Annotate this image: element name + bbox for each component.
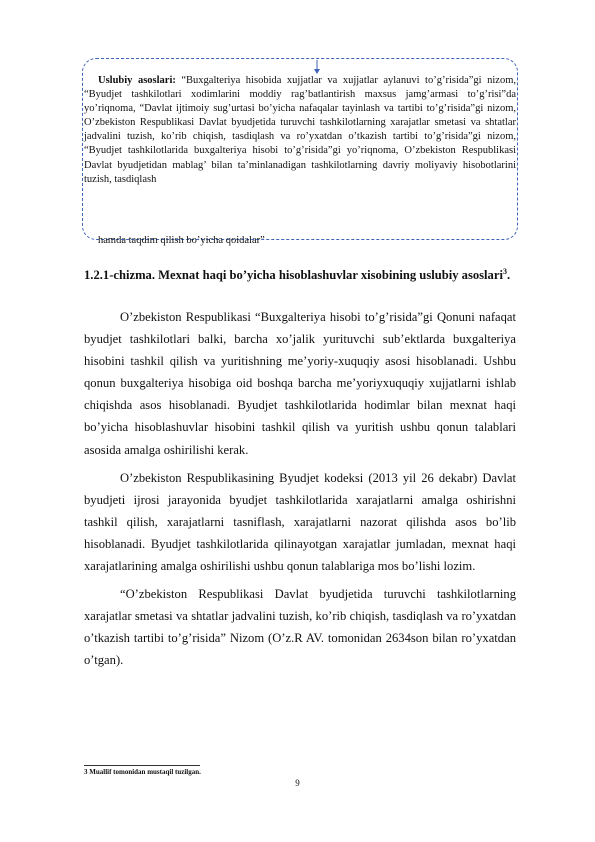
footnote: 3 Muallif tomonidan mustaqil tuzilgan. xyxy=(84,768,201,776)
box-lead-text: “Buxgalteriya hisobida xujjatlar va xujjatlar aylanuvi to’g’risida”gi nizom, “Byudjet tashkilotlari xodimlarini moddiy rag’batlantirish maxsus jamg’armasi to’g’risi”da yo’riqnoma, “Davlat ijtimoiy sug’urtasi bo’yicha nafaqalar tayinlash va tartibi to’g’risida”gi nizom, O’zbekiston Respublikasi Davlat byudjetida turuvchi tashkilotlarning xarajatlar smetasi va shtatlar jadvalini tuzish, ko’rib chiqish, tasdiqlash va ro’yxatdan o’tkazish tartibi to’g’risida”gi nizom, “Byudjet tashkilotlarida buxgalteriya hisobi to’g’risida”gi yo’riqnoma, O’zbekiston Respublikasi Davlat byudjetidan mablag’ bilan ta’minlanadigan tashkilotlarning davriy moliyaviy hisobotlarini tuzish, tasdiqlash xyxy=(84,75,516,185)
connector-arrow-icon xyxy=(314,60,320,74)
body-text xyxy=(84,306,516,678)
methodology-box-text xyxy=(84,74,516,187)
page-number: 9 xyxy=(295,778,300,788)
figure-title-end: . xyxy=(506,268,511,283)
footnote-divider xyxy=(84,765,200,766)
paragraph: O’zbekiston Respublikasining Byudjet kodeksi (2013 yil 26 dekabr) Davlat byudjeti ijrosi jarayonida byudjet tashkilotlarida xarajatlarni amalga oshirishni tashkil qilish, xarajatlarni tasniflash, xarajatlarni nazorat qilishda asos bo’lib hisoblanadi. Byudjet tashkilotlarida qilinayotgan xarajatlar jumladan, mexnat haqi xarajatlarining amalga oshirilishi ushbu qonun talablariga mos bo’lishi lozim. xyxy=(84,470,516,574)
box-last-line: hamda taqdim qilish bo’yicha qoidalar” xyxy=(98,235,265,246)
paragraph: “O’zbekiston Respublikasi Davlat byudjetida turuvchi tashkilotlarning xarajatlar smetasi va shtatlar jadvalini tuzish, ko’rib chiqish, tasdiqlash va ro’yxatdan o’tkazish tartibi to’g’risida” Nizom (O’z.R AV. tomonidan 2634son bilan ro’yxatdan o’tgan). xyxy=(84,587,516,668)
figure-title-text: 1.2.1-chizma. Mexnat haqi bo’yicha hisoblashuvlar xisobining uslubiy asoslari xyxy=(84,268,503,283)
box-lead-label: Uslubiy asoslari: xyxy=(98,75,176,86)
paragraph: O’zbekiston Respublikasi “Buxgalteriya hisobi to’g’risida”gi Qonuni nafaqat byudjet tashkilotlari balki, barcha xo’jalik yurituvchi sub’ektlarda buxgalteriya hisobini tashkil qilish va yuritishning me’yoriy-xuquqiy asosi hisoblanadi. Ushbu qonun buxgalteriya hisobiga oid boshqa barcha me’yoriyxuquqiy xujjatlarni ishlab chiqishda asos hisoblanadi. Byudjet tashkilotlarida hodimlar bilan mexnat haqi bo’yicha hisoblashuvlar hisobini tashkil qilish va yuritish ushbu qonun talablari asosida amalga oshirilishi kerak. xyxy=(84,310,516,457)
footnote-ref: 3 xyxy=(502,267,507,276)
figure-title xyxy=(84,262,524,285)
